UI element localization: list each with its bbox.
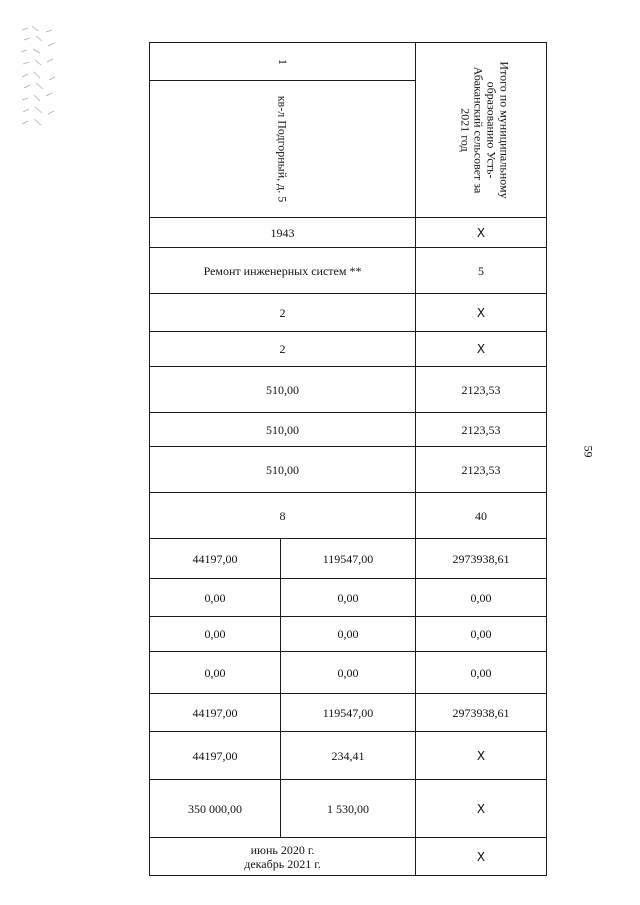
table-row: 510,00 2123,53 bbox=[150, 367, 547, 413]
scan-artifact bbox=[18, 22, 60, 137]
column-number-cell bbox=[150, 43, 416, 81]
column-number: 1 bbox=[275, 58, 290, 65]
data-table bbox=[149, 42, 547, 876]
table-row: 350 000,00 1 530,00 X bbox=[150, 780, 547, 838]
table-row: июнь 2020 г. декабрь 2021 г. X bbox=[150, 838, 547, 876]
table-row: 0,00 0,00 0,00 bbox=[150, 652, 547, 694]
table-row: 8 40 bbox=[150, 493, 547, 539]
table-row: 44197,00 234,41 X bbox=[150, 732, 547, 780]
total-header: Итого по муниципальному образованию Усть- Абаканский сельсовет за 2021 год bbox=[458, 61, 512, 199]
table-row: 44197,00 119547,00 2973938,61 bbox=[150, 539, 547, 579]
table-row: 510,00 2123,53 bbox=[150, 447, 547, 493]
table-row: 0,00 0,00 0,00 bbox=[150, 579, 547, 617]
table-row: 2 X bbox=[150, 332, 547, 367]
table-row: 44197,00 119547,00 2973938,61 bbox=[150, 694, 547, 732]
table-row: 1943 X bbox=[150, 218, 547, 248]
period-cell: июнь 2020 г. декабрь 2021 г. bbox=[150, 838, 416, 876]
table-row: 0,00 0,00 0,00 bbox=[150, 617, 547, 652]
page-number: 59 bbox=[581, 445, 596, 458]
address-cell bbox=[150, 81, 416, 218]
table-row: Ремонт инженерных систем ** 5 bbox=[150, 248, 547, 294]
table-row: 2 X bbox=[150, 294, 547, 332]
total-header-cell bbox=[416, 43, 547, 218]
address: кв-л Подгорный, д. 5 bbox=[275, 95, 290, 203]
table-row: 510,00 2123,53 bbox=[150, 413, 547, 447]
